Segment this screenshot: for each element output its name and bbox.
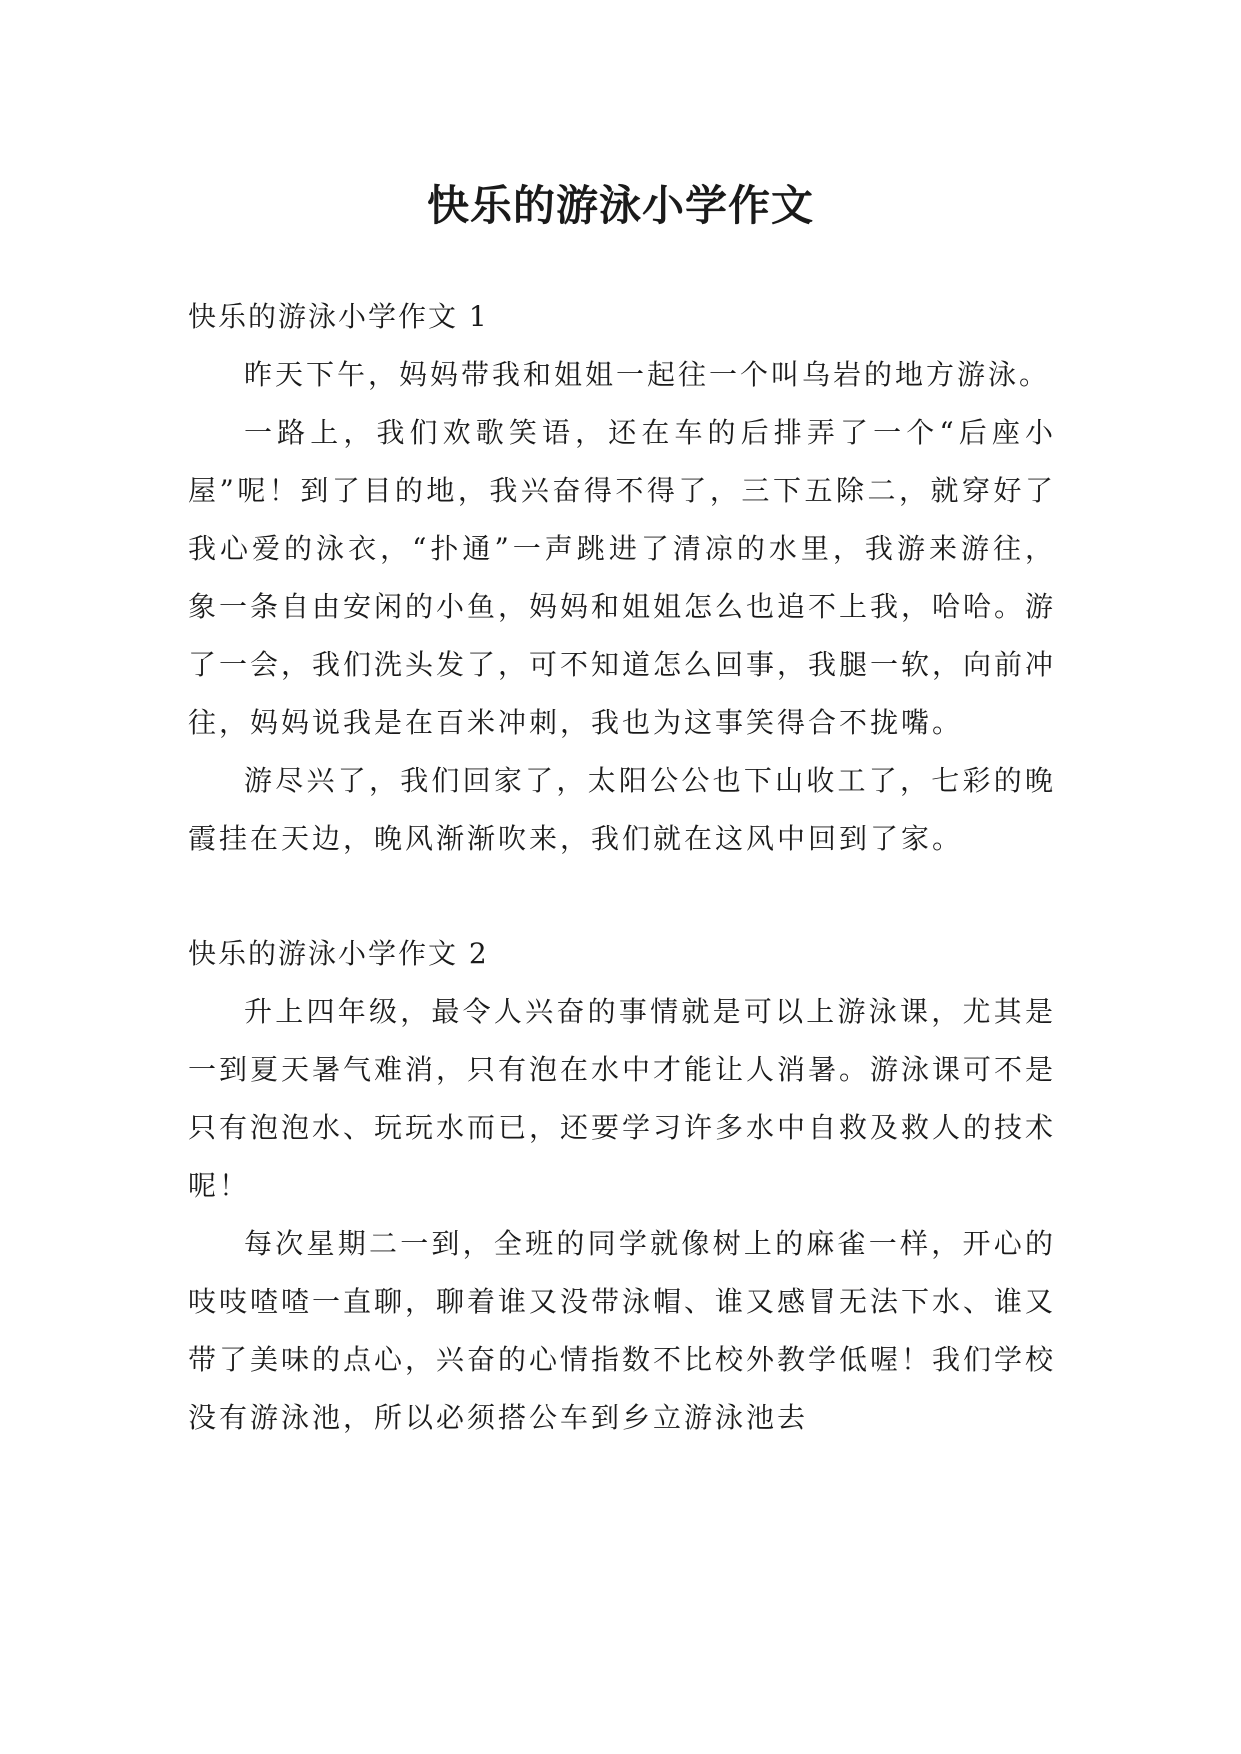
essay-section-2 [188,925,1056,1447]
paragraph: 游尽兴了，我们回家了，太阳公公也下山收工了，七彩的晚霞挂在天边，晚风渐渐吹来，我们就在这风中回到了家。 [188,764,1056,855]
section-heading: 快乐的游泳小学作文 2 [188,937,489,970]
paragraph: 每次星期二一到，全班的同学就像树上的麻雀一样，开心的吱吱喳喳一直聊，聊着谁又没带泳帽、谁又感冒无法下水、谁又带了美味的点心，兴奋的心情指数不比校外教学低喔！我们学校没有游泳池，所以必须搭公车到乡立游泳池去 [188,1227,1057,1434]
document-title: 快乐的游泳小学作文 [426,181,814,231]
section-heading: 快乐的游泳小学作文 1 [188,300,489,333]
paragraph: 一路上，我们欢歌笑语，还在车的后排弄了一个“后座小屋”呢！到了目的地，我兴奋得不得了，三下五除二，就穿好了我心爱的泳衣，“扑通”一声跳进了清凉的水里，我游来游往，象一条自由安闲的小鱼，妈妈和姐姐怎么也追不上我，哈哈。游了一会，我们洗头发了，可不知道怎么回事，我腿一软，向前冲往，妈妈说我是在百米冲刺，我也为这事笑得合不拢嘴。 [188,416,1057,739]
document-body [188,288,1056,1447]
paragraph: 升上四年级，最令人兴奋的事情就是可以上游泳课，尤其是一到夏天暑气难消，只有泡在水中才能让人消暑。游泳课可不是只有泡泡水、玩玩水而已，还要学习许多水中自救及救人的技术呢！ [188,995,1057,1202]
essay-section-1 [188,288,1056,868]
paragraph: 昨天下午，妈妈带我和姐姐一起往一个叫乌岩的地方游泳。 [244,358,1051,391]
